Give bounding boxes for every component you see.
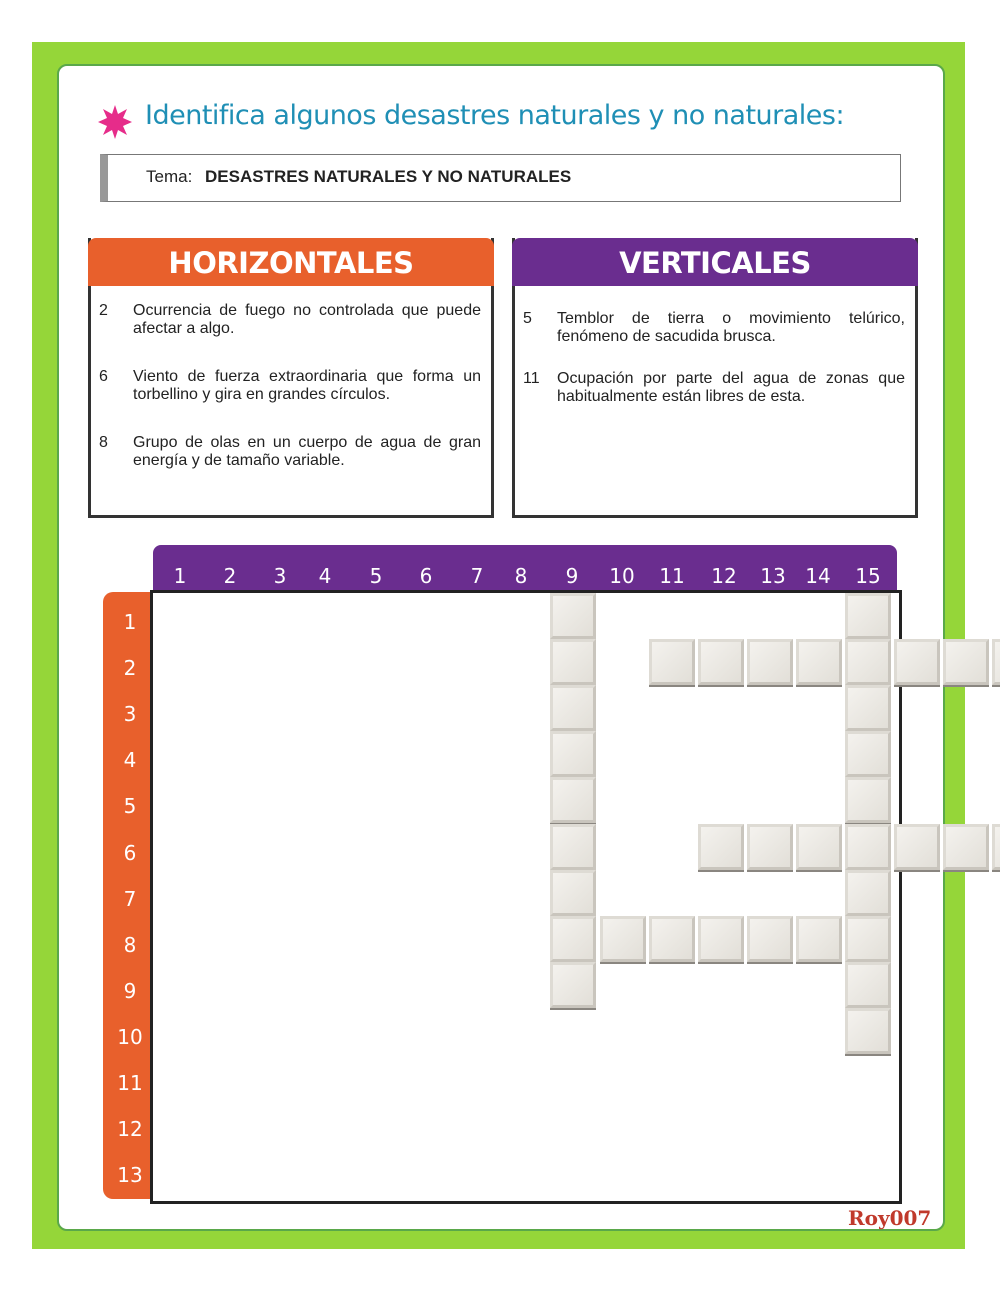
horizontal-clues-box [88,238,494,518]
crossword-cell[interactable] [796,639,842,685]
crossword-cell[interactable] [894,824,940,870]
crossword-cell[interactable] [845,777,891,823]
topic-value: DESASTRES NATURALES Y NO NATURALES [205,167,572,186]
crossword-cell[interactable] [943,824,989,870]
vertical-clues-title: VERTICALES [512,238,918,286]
crossword-cell[interactable] [894,639,940,685]
page-title: Identifica algunos desastres naturales y no naturales: [145,100,845,131]
row-number: 2 [123,656,137,681]
crossword-cell[interactable] [698,639,744,685]
crossword-cell[interactable] [550,962,596,1008]
clue-text: Ocurrencia de fuego no controlada que puede afectar a algo. [133,302,481,337]
crossword-cell[interactable] [845,962,891,1008]
crossword-cell[interactable] [845,593,891,639]
crossword-cell[interactable] [845,870,891,916]
crossword-cell[interactable] [796,824,842,870]
clue-number: 6 [99,368,108,385]
clue-number: 5 [523,310,532,327]
column-number: 15 [855,564,881,588]
crossword-cell[interactable] [992,639,1000,685]
column-number: 6 [419,564,433,588]
crossword-cell[interactable] [845,824,891,870]
row-number: 1 [123,610,137,634]
crossword-cell[interactable] [550,824,596,870]
crossword-cell[interactable] [649,916,695,962]
column-number: 1 [173,564,187,588]
column-number: 5 [369,564,383,588]
clue-number: 11 [523,370,540,387]
crossword-cell[interactable] [845,916,891,962]
crossword-cell[interactable] [796,916,842,962]
clue-text: Ocupación por parte del agua de zonas que habitualmente están libres de esta. [557,370,905,405]
crossword-cell[interactable] [845,1008,891,1054]
crossword-cell[interactable] [600,916,646,962]
clue-text: Viento de fuerza extraordinaria que forma un torbellino y gira en grandes círculos. [133,368,481,403]
column-number: 4 [318,564,332,588]
clue-text: Grupo de olas en un cuerpo de agua de gran energía y de tamaño variable. [133,434,481,469]
horizontal-clues-title: HORIZONTALES [88,238,494,286]
crossword-cell[interactable] [550,870,596,916]
crossword-cell[interactable] [550,731,596,777]
crossword-cell[interactable] [698,916,744,962]
crossword-cell[interactable] [845,639,891,685]
column-number: 13 [760,564,786,588]
crossword-cell[interactable] [550,916,596,962]
vertical-clues-box [512,238,918,518]
crossword-cell[interactable] [550,685,596,731]
column-number: 10 [609,564,635,588]
topic-label: Tema: [146,167,193,186]
column-number: 7 [470,564,484,588]
crossword-cell[interactable] [747,824,793,870]
column-number: 14 [805,564,831,588]
row-number: 6 [123,840,137,865]
crossword-cell[interactable] [550,777,596,823]
row-number: 7 [123,886,137,911]
crossword-cell[interactable] [550,593,596,639]
column-number: 8 [514,564,528,588]
column-number: 12 [711,564,737,588]
row-number: 4 [123,748,137,773]
row-number: 12 [117,1117,143,1142]
clue-number: 8 [99,434,108,451]
row-number: 13 [117,1163,143,1188]
topic-box [100,154,901,202]
author-credit: Roy007 [848,1206,932,1230]
crossword-cell[interactable] [649,639,695,685]
column-number: 2 [223,564,237,588]
column-number: 11 [659,564,685,588]
clue-text: Temblor de tierra o movimiento telúrico, fenómeno de sacudida brusca. [557,310,905,345]
crossword-cell[interactable] [747,639,793,685]
row-number: 8 [123,932,137,957]
star-icon [97,104,133,140]
crossword-cell[interactable] [747,916,793,962]
row-number: 10 [117,1024,143,1049]
row-number: 3 [123,702,137,727]
column-number: 9 [565,564,579,588]
row-number: 9 [123,978,137,1003]
row-number: 11 [117,1071,143,1095]
crossword-cell[interactable] [845,685,891,731]
clue-number: 2 [99,302,108,319]
crossword-cell[interactable] [845,731,891,777]
row-number: 5 [123,794,137,819]
crossword-cell[interactable] [943,639,989,685]
crossword-cell[interactable] [698,824,744,870]
crossword-cell[interactable] [992,824,1000,870]
crossword-cell[interactable] [550,639,596,685]
column-number: 3 [273,564,287,588]
